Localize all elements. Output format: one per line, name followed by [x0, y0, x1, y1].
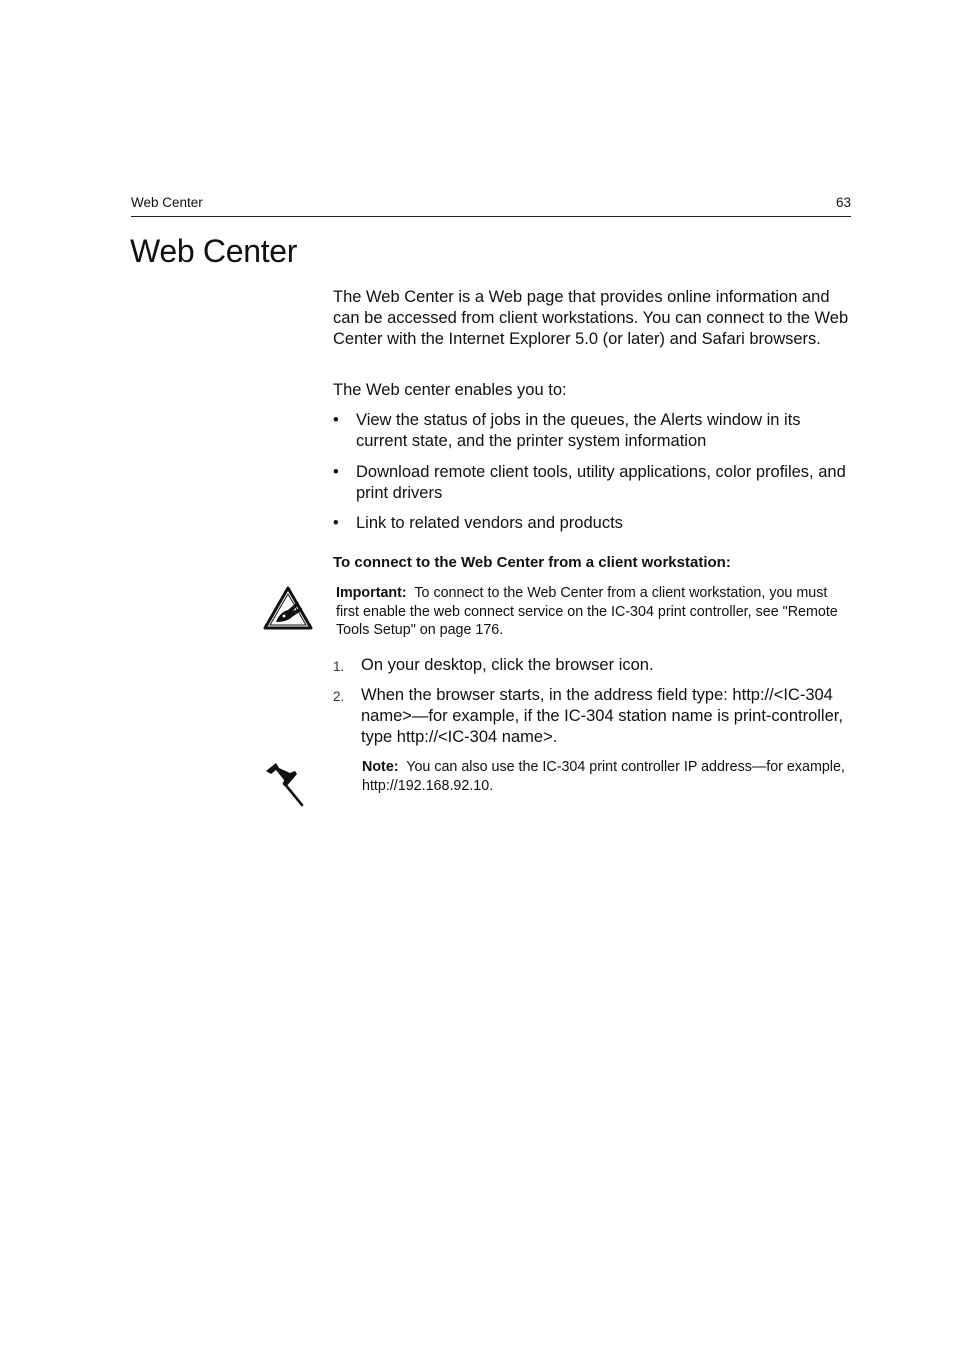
procedure-heading: To connect to the Web Center from a client workstation: [333, 554, 731, 571]
note-text: You can also use the IC-304 print controller IP address—for example, http://192.168.92.10. [362, 759, 845, 794]
step-number: 2. [333, 689, 345, 704]
bullet-text: Download remote client tools, utility applications, color profiles, and print drivers [356, 463, 846, 502]
running-header [131, 195, 851, 217]
bullet-marker: • [333, 411, 339, 429]
intro-paragraph [333, 287, 853, 350]
page-number: 63 [835, 195, 851, 210]
pushpin-icon [262, 761, 306, 807]
important-text: To connect to the Web Center from a client workstation, you must first enable the web connect service on the IC-304 print controller, see "Remote Tools Setup" on page 176. [336, 585, 838, 638]
header-section-title: Web Center [131, 195, 203, 210]
important-hand-icon [262, 584, 314, 634]
bullet-text: Link to related vendors and products [356, 514, 623, 532]
bullet-marker: • [333, 514, 339, 532]
note [362, 758, 852, 795]
intro-lead-text: The Web center enables you to: [333, 381, 567, 399]
important-label: Important: [336, 585, 407, 601]
intro-lead [333, 380, 853, 401]
step-number: 1. [333, 659, 345, 674]
step-text: When the browser starts, in the address field type: http://<IC-304 name>—for example, if the IC-304 station name is print-controller, type http://<IC-304 name>. [361, 686, 843, 746]
bullet-text: View the status of jobs in the queues, the Alerts window in its current state, and the printer system information [356, 411, 801, 450]
important-notice [336, 584, 852, 640]
step-text: On your desktop, click the browser icon. [361, 656, 654, 674]
bullet-marker: • [333, 463, 339, 481]
page-title: Web Center [130, 233, 298, 269]
note-label: Note: [362, 759, 399, 775]
intro-text: The Web Center is a Web page that provides online information and can be accessed from client workstations. You can connect to the Web Center with the Internet Explorer 5.0 (or later) and Safari browsers. [333, 288, 849, 348]
